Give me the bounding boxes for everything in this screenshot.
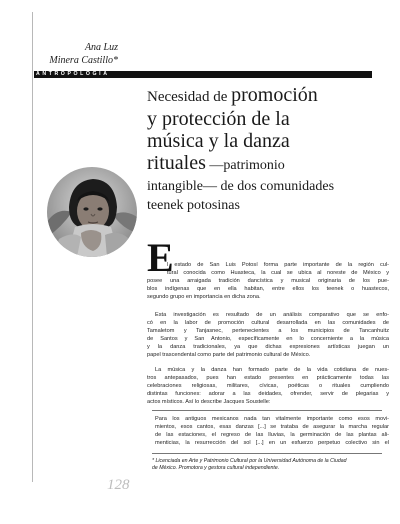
- section-label: ANTROPOLOGÍA: [36, 71, 110, 77]
- quote-line: de las estaciones, el regreso de las lluvias, la germinación de las plantas ali-: [155, 431, 389, 438]
- title-line-6: teenek potosinas: [147, 198, 240, 213]
- paragraph-line: posee una arraigada tradición dancística y musical originaria de los pue-: [147, 277, 389, 284]
- paragraph-line: actos místicos. Así lo describe Jacques Soustelle:: [147, 398, 271, 405]
- paragraph-line: de Santos y San Antonio, específicamente en lo concerniente a la música: [147, 335, 389, 342]
- title-line-2: y protección de la: [147, 108, 290, 130]
- paragraph-line: segundo grupo en importancia en dicha zona.: [147, 293, 261, 300]
- paragraph-line: tros antepasados, pues han estado presentes en prácticamente todas las: [147, 374, 389, 381]
- title-line-1-emphasis: promoción: [231, 84, 318, 106]
- paragraph-line: La música y la danza han formado parte de la vida cotidiana de nues-: [155, 367, 389, 373]
- paragraph-line: papel trascendental como parte del patrimonio cultural de México.: [147, 351, 311, 358]
- title-line-4: [147, 152, 387, 177]
- paragraph-2: [147, 312, 389, 359]
- block-quote: [147, 416, 389, 448]
- article-title: [147, 84, 387, 215]
- title-line-3: música y la danza: [147, 130, 290, 152]
- section-bar: [34, 71, 372, 78]
- paragraph-line: Esta investigación es resultado de un análisis comparativo que se enfo-: [155, 312, 389, 318]
- author-last-name: Minera Castillo*: [49, 55, 118, 66]
- paragraph-line: celebraciones religiosas, militares, cívicas, poéticas o rituales cumpliendo: [147, 382, 389, 389]
- paragraph-line: tural conocida como Huasteca, la cual se ubica al noreste de México y: [167, 269, 389, 276]
- paragraph-line: blos indígenas que en ella habitan, entre ellos los teenek o huastecos,: [147, 285, 389, 292]
- paragraph-line: distintas funciones: adorar a las deidades, ofrender, servir de plegarias y: [147, 390, 389, 397]
- author-first-name: Ana Luz: [84, 42, 118, 53]
- title-line-1-prefix: Necesidad de: [147, 89, 232, 105]
- title-line-4-rest: —patrimonio: [205, 158, 285, 173]
- paragraph-line: l estado de San Luis Potosí forma parte importante de la región cul-: [167, 262, 389, 268]
- title-line-4-emphasis: rituales: [147, 152, 206, 174]
- quote-line: menticias, la resurrección del sol [...] en un esfuerzo perpetuo colectivo sin el: [155, 439, 389, 446]
- page-frame-rule: [32, 12, 33, 482]
- footnote-line: * Licenciada en Arte y Patrimonio Cultural por la Universidad Autónoma de la Ciudad: [152, 458, 347, 464]
- quote-line: Para los antiguos mexicanos nada tan vitalmente importante como esos movi-: [155, 416, 389, 422]
- quote-top-rule: [152, 410, 382, 411]
- footnote: [152, 458, 388, 473]
- paragraph-line: y la danza tradicionales, ya que dichas expresiones artísticas juegan un: [147, 343, 389, 350]
- paragraph-line: Tamaletom y Tanjasnec, pertenecientes a los municipios de Tancanhuitz: [147, 327, 389, 334]
- quote-line: mientos, esos cantos, esas danzas [...] se trataba de asegurar la marcha regular: [155, 423, 389, 430]
- paragraph-3: [147, 367, 389, 407]
- paragraph-line: có en la labor de promoción cultural desarrollada en las comunidades de: [147, 319, 389, 326]
- paragraph-1: [147, 262, 389, 302]
- footnote-line: de México. Promotora y gestora cultural independiente.: [152, 465, 280, 472]
- author-portrait-photo: [47, 167, 137, 257]
- footnote-rule: [152, 453, 382, 454]
- title-line-1: [147, 84, 387, 108]
- page-number: 128: [107, 477, 130, 493]
- title-line-5: intangible— de dos comunidades: [147, 179, 335, 194]
- dropcap-letter: E: [147, 235, 174, 280]
